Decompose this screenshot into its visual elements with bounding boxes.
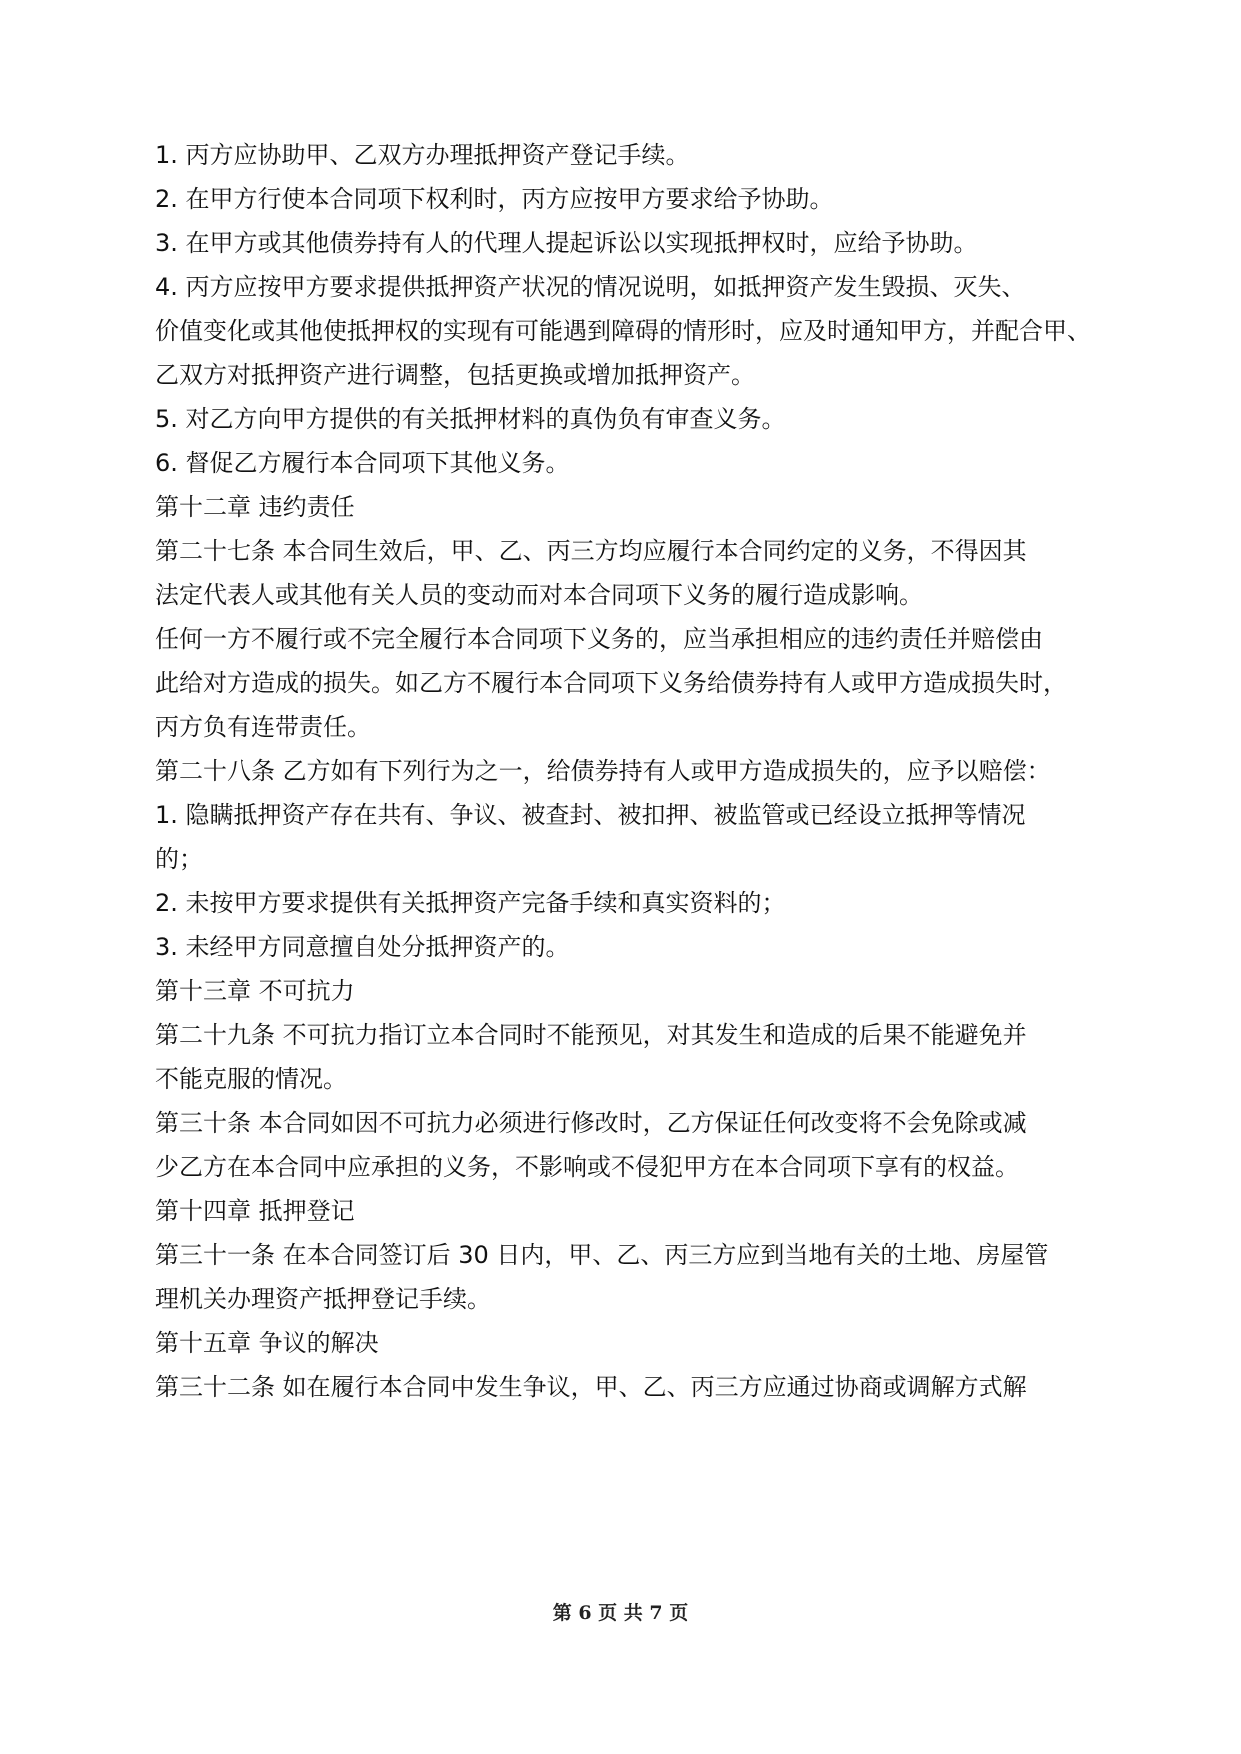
chapter-heading: 第十二章 违约责任 [155, 493, 355, 521]
list-item: 2. 在甲方行使本合同项下权利时，丙方应按甲方要求给予协助。 [155, 185, 834, 213]
article-line: 第三十二条 如在履行本合同中发生争议，甲、乙、丙三方应通过协商或调解方式解 [155, 1373, 1027, 1401]
article-line: 第二十七条 本合同生效后，甲、乙、丙三方均应履行本合同约定的义务，不得因其 [155, 537, 1027, 565]
article-line: 第三十一条 在本合同签订后 30 日内，甲、乙、丙三方应到当地有关的土地、房屋管 [155, 1241, 1049, 1269]
paragraph-line: 的； [155, 845, 203, 873]
list-item: 6. 督促乙方履行本合同项下其他义务。 [155, 449, 570, 477]
article-line: 第二十八条 乙方如有下列行为之一，给债券持有人或甲方造成损失的，应予以赔偿： [155, 757, 1051, 785]
paragraph-line: 法定代表人或其他有关人员的变动而对本合同项下义务的履行造成影响。 [155, 581, 923, 609]
paragraph-line: 价值变化或其他使抵押权的实现有可能遇到障碍的情形时，应及时通知甲方，并配合甲、 [155, 317, 1091, 345]
paragraph-line: 任何一方不履行或不完全履行本合同项下义务的，应当承担相应的违约责任并赔偿由 [155, 625, 1043, 653]
paragraph-line: 此给对方造成的损失。如乙方不履行本合同项下义务给债券持有人或甲方造成损失时， [155, 669, 1067, 697]
list-item: 1. 隐瞒抵押资产存在共有、争议、被查封、被扣押、被监管或已经设立抵押等情况 [155, 801, 1026, 829]
list-item: 4. 丙方应按甲方要求提供抵押资产状况的情况说明，如抵押资产发生毁损、灭失、 [155, 273, 1026, 301]
list-item: 5. 对乙方向甲方提供的有关抵押材料的真伪负有审查义务。 [155, 405, 786, 433]
article-line: 第三十条 本合同如因不可抗力必须进行修改时，乙方保证任何改变将不会免除或减 [155, 1109, 1027, 1137]
chapter-heading: 第十三章 不可抗力 [155, 977, 355, 1005]
list-item: 1. 丙方应协助甲、乙双方办理抵押资产登记手续。 [155, 141, 690, 169]
list-item: 3. 在甲方或其他债券持有人的代理人提起诉讼以实现抵押权时，应给予协助。 [155, 229, 978, 257]
article-line: 第二十九条 不可抗力指订立本合同时不能预见，对其发生和造成的后果不能避免并 [155, 1021, 1027, 1049]
page-number: 第 6 页 共 7 页 [552, 1602, 689, 1624]
paragraph-line: 少乙方在本合同中应承担的义务，不影响或不侵犯甲方在本合同项下享有的权益。 [155, 1153, 1019, 1181]
list-item: 2. 未按甲方要求提供有关抵押资产完备手续和真实资料的； [155, 889, 786, 917]
paragraph-line: 乙双方对抵押资产进行调整，包括更换或增加抵押资产。 [155, 361, 755, 389]
list-item: 3. 未经甲方同意擅自处分抵押资产的。 [155, 933, 570, 961]
paragraph-line: 不能克服的情况。 [155, 1065, 347, 1093]
paragraph-line: 理机关办理资产抵押登记手续。 [155, 1285, 491, 1313]
chapter-heading: 第十五章 争议的解决 [155, 1329, 379, 1357]
paragraph-line: 丙方负有连带责任。 [155, 713, 371, 741]
chapter-heading: 第十四章 抵押登记 [155, 1197, 355, 1225]
